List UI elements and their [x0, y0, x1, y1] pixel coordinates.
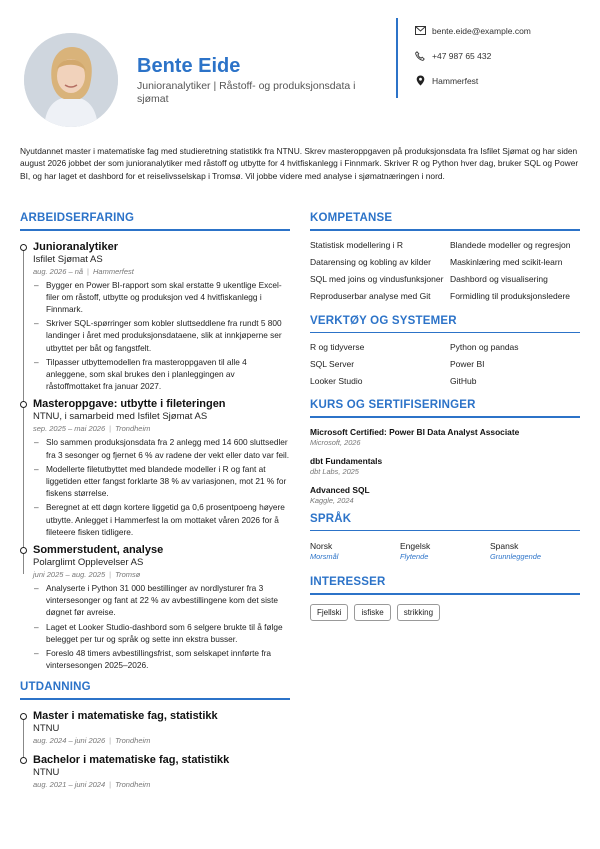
job-meta: aug. 2026 – nå | Hammerfest	[33, 266, 134, 276]
experience-title: ARBEIDSERFARING	[20, 212, 135, 224]
interests-title: INTERESSER	[310, 576, 386, 588]
tool-item: R og tidyverse	[310, 342, 365, 352]
candidate-name: Bente Eide	[137, 55, 241, 77]
education-degree: Bachelor i matematiske fag, statistikk	[33, 753, 230, 766]
certs-section	[310, 399, 580, 506]
certs-rule	[310, 416, 580, 418]
timeline-dot	[20, 401, 27, 408]
tools-title: VERKTØY OG SYSTEMER	[310, 314, 457, 327]
language-name: Spansk	[490, 541, 519, 551]
education-timeline	[20, 710, 290, 790]
job-bullet: – Tilpasser utbyttemodellen fra masteroppgaven til alle 4 anleggene, som skal brukes den i planleggingen av råstoffmottaket fra januar 2027.	[46, 356, 290, 393]
skill-item: Maskinlæring med scikit-learn	[450, 256, 563, 267]
job-org: NTNU, i samarbeid med Isfilet Sjømat AS	[33, 411, 208, 423]
job-bullets	[33, 279, 290, 393]
contact-phone-row[interactable]	[414, 43, 531, 68]
tool-item: SQL Server	[310, 359, 355, 369]
education-meta: aug. 2021 – juni 2024 | Trondheim	[33, 779, 151, 789]
interest-tag: strikking	[397, 604, 440, 621]
interest-tag: Fjellski	[310, 604, 348, 621]
education-place: Trondheim	[115, 735, 151, 745]
languages-section	[310, 513, 580, 563]
envelope-icon	[414, 25, 426, 37]
skill-item: Formidling til produksjonsledere	[450, 290, 571, 301]
education-date: aug. 2024 – juni 2026	[33, 735, 106, 745]
job-date: sep. 2025 – mai 2026	[33, 424, 106, 434]
cert-meta: Kaggle, 2024	[310, 495, 354, 505]
contact-phone: +47 987 65 432	[432, 50, 492, 61]
job-title: Masteroppgave: utbytte i fileteringen	[33, 398, 226, 411]
contact-location-row	[414, 68, 531, 93]
job-org: Polarglimt Opplevelser AS	[33, 556, 144, 568]
languages-title: SPRÅK	[310, 512, 352, 525]
tool-item: Power BI	[450, 359, 485, 369]
contact-email: bente.eide@example.com	[432, 25, 531, 36]
education-entry	[20, 710, 290, 746]
interest-tag: isfiske	[354, 604, 390, 621]
job-title: Sommerstudent, analyse	[33, 543, 164, 556]
education-school: NTNU	[33, 722, 60, 734]
skill-item: Blandede modeller og regresjon	[450, 239, 571, 250]
cert-meta: dbt Labs, 2025	[310, 466, 359, 476]
education-entry	[20, 754, 290, 790]
job-place: Hammerfest	[93, 266, 134, 276]
job-org: Isfilet Sjømat AS	[33, 253, 103, 265]
experience-rule	[20, 229, 290, 231]
job-bullet: – Modellerte filetutbyttet med blandede modeller i R og fant at liggetiden etter fangst forklarte 38 % av variasjonen, mot 21 % for fiskens størrelse.	[46, 463, 290, 500]
job-bullet: – Bygger en Power BI-rapport som skal erstatte 9 ukentlige Excel-filer om råstoff, utbytte og produksjon ved 4 hvitfiskanlegg i Finnmark.	[46, 279, 290, 316]
job-place: Tromsø	[115, 569, 141, 579]
job-date: aug. 2026 – nå	[33, 266, 84, 276]
cert-meta: Microsoft, 2026	[310, 437, 361, 447]
job-entry	[20, 398, 290, 538]
job-bullets	[33, 436, 290, 538]
interests-section	[310, 576, 580, 621]
job-bullet: – Slo sammen produksjonsdata fra 2 anlegg med 14 600 sluttsedler fra 3 sesonger og fjernet 6 % av radene der vekt eller dato var feil.	[46, 436, 290, 460]
contact-email-row[interactable]	[414, 18, 531, 43]
language-list	[310, 540, 580, 562]
skills-grid	[310, 239, 580, 307]
job-bullet: – Analyserte i Python 31 000 bestillinger av nordlysturer fra 3 vintersesonger og fant at 22 % av avbestillingene kom det siste døgnet før avreise.	[46, 582, 290, 619]
education-place: Trondheim	[115, 779, 151, 789]
timeline-dot	[20, 547, 27, 554]
education-date: aug. 2021 – juni 2024	[33, 779, 106, 789]
skill-item: Statistisk modellering i R	[310, 239, 404, 250]
education-school: NTNU	[33, 766, 60, 778]
tool-item: Looker Studio	[310, 376, 363, 386]
education-meta: aug. 2024 – juni 2026 | Trondheim	[33, 735, 151, 745]
language-item	[490, 540, 580, 562]
language-name: Engelsk	[400, 541, 431, 551]
certs-title: KURS OG SERTIFISERINGER	[310, 399, 476, 411]
job-bullet: – Skriver SQL-spørringer som kobler sluttseddlene fra rundt 5 800 landinger i året med produksjonsdataene, slik at innkjøperne ser utbyttet per båt og fangstfelt.	[46, 317, 290, 354]
experience-timeline	[20, 241, 290, 672]
language-item	[310, 540, 400, 562]
job-bullet: – Laget et Looker Studio-dashbord som 6 selgere brukte til å følge belegget per tur og språk og sette inn ekstra busser.	[46, 621, 290, 645]
location-pin-icon	[414, 75, 426, 87]
job-entry	[20, 544, 290, 671]
right-column	[310, 212, 580, 621]
skills-rule	[310, 229, 580, 231]
left-column	[20, 212, 290, 790]
job-place: Trondheim	[115, 424, 151, 434]
profile-photo	[24, 33, 118, 127]
job-bullets	[33, 582, 290, 671]
education-rule	[20, 698, 290, 700]
tool-item: GitHub	[450, 376, 477, 386]
interest-tags	[310, 604, 580, 621]
contact-block	[414, 18, 531, 93]
cert-name: Microsoft Certified: Power BI Data Analyst Associate	[310, 426, 520, 437]
header-divider	[396, 18, 398, 98]
profile-summary: Nyutdannet master i matematiske fag med studieretning statistikk fra NTNU. Skrev masteroppgaven på produksjonsdata fra Isfilet Sjømat og har siden august 2026 jobbet der som junioranalytiker med råstoff og utbytte for 4 hvitfiskanlegg i Finnmark. Skriver R og Python hver dag, bruker SQL og Power BI, og har laget et dashbord for et reiselivsselskap i Tromsø. Vil jobbe videre med analyse i sjømatnæringen i nord.	[20, 146, 579, 181]
tool-item: Python og pandas	[450, 342, 519, 352]
skill-item: Dashbord og visualisering	[450, 273, 548, 284]
cert-name: Advanced SQL	[310, 484, 370, 495]
language-level: Grunnleggende	[490, 552, 541, 561]
job-date: juni 2025 – aug. 2025	[33, 569, 106, 579]
language-level: Flytende	[400, 552, 429, 561]
skill-item: Reproduserbar analyse med Git	[310, 290, 431, 301]
language-name: Norsk	[310, 541, 333, 551]
education-degree: Master i matematiske fag, statistikk	[33, 709, 218, 722]
job-title: Junioranalytiker	[33, 240, 118, 253]
skills-title: KOMPETANSE	[310, 212, 393, 224]
job-meta: juni 2025 – aug. 2025 | Tromsø	[33, 569, 141, 579]
candidate-subtitle: Junioranalytiker | Råstoff- og produksjonsdata i sjømat	[137, 80, 356, 105]
tools-section	[310, 315, 580, 393]
job-entry	[20, 241, 290, 393]
timeline-dot	[20, 244, 27, 251]
timeline-dot	[20, 757, 27, 764]
skill-item: Datarensing og kobling av kilder	[310, 256, 431, 267]
interests-rule	[310, 593, 580, 595]
job-meta: sep. 2025 – mai 2026 | Trondheim	[33, 424, 151, 434]
skill-item: SQL med joins og vindusfunksjoner	[310, 273, 444, 284]
tools-rule	[310, 332, 580, 334]
job-bullet: – Foreslo 48 timers avbestillingsfrist, som selskapet innførte fra vintersesongen 2025–2026.	[46, 647, 290, 671]
contact-location: Hammerfest	[432, 75, 479, 86]
tools-grid	[310, 341, 580, 392]
job-bullet: – Beregnet at ett døgn kortere liggetid ga 0,6 prosentpoeng høyere utbytte. Anlegget i Hammerfest la om mottaket våren 2026 for å fileteere fisken tidligere.	[46, 501, 290, 538]
education-section	[20, 681, 290, 790]
cert-list	[310, 426, 580, 506]
language-level: Morsmål	[310, 552, 339, 561]
languages-rule	[310, 530, 580, 532]
phone-icon	[414, 50, 426, 62]
timeline-dot	[20, 713, 27, 720]
education-title: UTDANNING	[20, 681, 91, 694]
cert-name: dbt Fundamentals	[310, 455, 383, 466]
language-item	[400, 540, 490, 562]
